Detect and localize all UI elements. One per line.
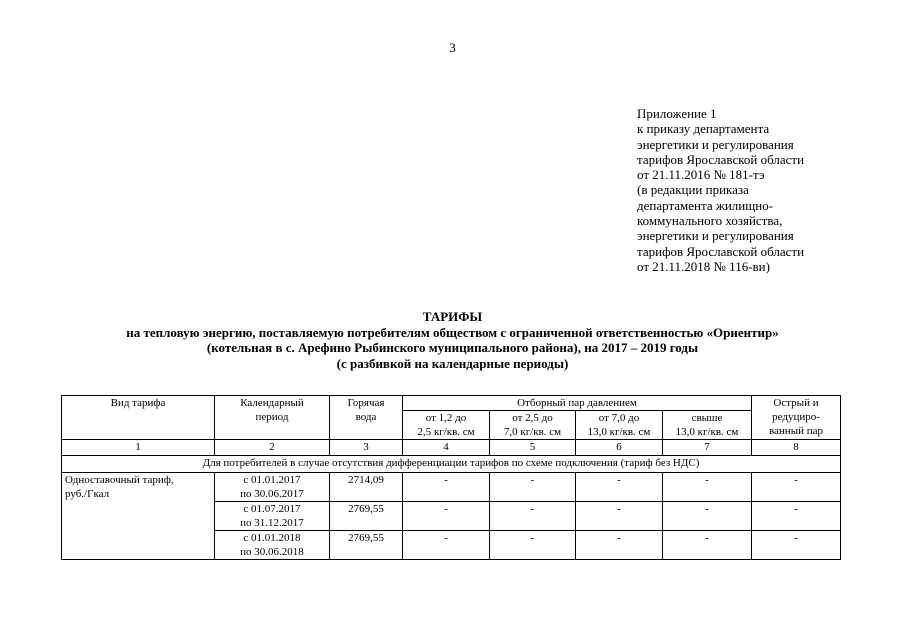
annex-line: энергетики и регулирования bbox=[637, 136, 794, 152]
annex-line: тарифов Ярославской области bbox=[637, 243, 805, 259]
title-location: (котельная в с. Арефино Рыбинского муниципального района), на 2017 – 2019 годы bbox=[206, 340, 699, 355]
annex-line: Приложение 1 bbox=[637, 106, 717, 121]
steam-3-value: - bbox=[576, 502, 663, 531]
steam-1-value: - bbox=[403, 531, 490, 560]
column-number: 8 bbox=[752, 440, 841, 456]
hot-water-value: 2714,09 bbox=[330, 473, 403, 502]
sharp-steam-value: - bbox=[752, 531, 841, 560]
column-number: 7 bbox=[663, 440, 752, 456]
document-title bbox=[0, 309, 905, 371]
sharp-steam-value: - bbox=[752, 473, 841, 502]
steam-2-value: - bbox=[490, 502, 576, 531]
annex-line: от 21.11.2018 № 116-ви) bbox=[637, 258, 770, 274]
header-period: Календарный период bbox=[215, 396, 330, 440]
annex-line: департамента жилищно- bbox=[637, 197, 774, 213]
period-cell: с 01.07.2017 по 31.12.2017 bbox=[215, 502, 330, 531]
annex-line: коммунального хозяйства, bbox=[637, 213, 783, 229]
header-steam-group: Отборный пар давлением bbox=[403, 396, 752, 411]
title-heading: ТАРИФЫ bbox=[422, 309, 483, 324]
column-number: 2 bbox=[215, 440, 330, 456]
header-hot-water: Горячая вода bbox=[330, 396, 403, 440]
steam-3-value: - bbox=[576, 531, 663, 560]
annex-reference bbox=[637, 106, 877, 274]
annex-line: (в редакции приказа bbox=[637, 182, 749, 198]
header-steam-2: от 2,5 до 7,0 кг/кв. см bbox=[490, 411, 576, 440]
sharp-steam-value: - bbox=[752, 502, 841, 531]
header-steam-1: от 1,2 до 2,5 кг/кв. см bbox=[403, 411, 490, 440]
tariff-table bbox=[61, 395, 841, 560]
period-cell: с 01.01.2017 по 30.06.2017 bbox=[215, 473, 330, 502]
steam-4-value: - bbox=[663, 531, 752, 560]
title-note: (с разбивкой на календарные периоды) bbox=[336, 355, 569, 371]
steam-2-value: - bbox=[490, 473, 576, 502]
column-number: 6 bbox=[576, 440, 663, 456]
steam-1-value: - bbox=[403, 502, 490, 531]
header-steam-3: от 7,0 до 13,0 кг/кв. см bbox=[576, 411, 663, 440]
header-sharp-steam: Острый и редуциро- ванный пар bbox=[752, 396, 841, 440]
table-row bbox=[62, 473, 841, 502]
header-steam-4: свыше 13,0 кг/кв. см bbox=[663, 411, 752, 440]
steam-2-value: - bbox=[490, 531, 576, 560]
group-label: Для потребителей в случае отсутствия дифференциации тарифов по схеме подключения (тариф без НДС) bbox=[62, 456, 841, 473]
steam-4-value: - bbox=[663, 502, 752, 531]
period-cell: с 01.01.2018 по 30.06.2018 bbox=[215, 531, 330, 560]
column-number: 3 bbox=[330, 440, 403, 456]
header-tariff-type: Вид тарифа bbox=[62, 396, 215, 440]
page-number: 3 bbox=[449, 40, 456, 55]
column-number: 1 bbox=[62, 440, 215, 456]
column-number: 5 bbox=[490, 440, 576, 456]
hot-water-value: 2769,55 bbox=[330, 502, 403, 531]
steam-4-value: - bbox=[663, 473, 752, 502]
tariff-name-cell: Одноставочный тариф, руб./Гкал bbox=[62, 473, 215, 560]
header-row bbox=[62, 396, 841, 411]
annex-line: тарифов Ярославской области bbox=[637, 151, 805, 167]
annex-line: к приказу департамента bbox=[637, 121, 770, 137]
annex-line: энергетики и регулирования bbox=[637, 228, 794, 244]
column-number-row bbox=[62, 440, 841, 456]
steam-3-value: - bbox=[576, 473, 663, 502]
title-subject: на тепловую энергию, поставляемую потребителям обществом с ограниченной ответственностью «Ориентир» bbox=[126, 324, 779, 340]
annex-line: от 21.11.2016 № 181-тэ bbox=[637, 167, 765, 183]
column-number: 4 bbox=[403, 440, 490, 456]
hot-water-value: 2769,55 bbox=[330, 531, 403, 560]
steam-1-value: - bbox=[403, 473, 490, 502]
group-row bbox=[62, 456, 841, 473]
